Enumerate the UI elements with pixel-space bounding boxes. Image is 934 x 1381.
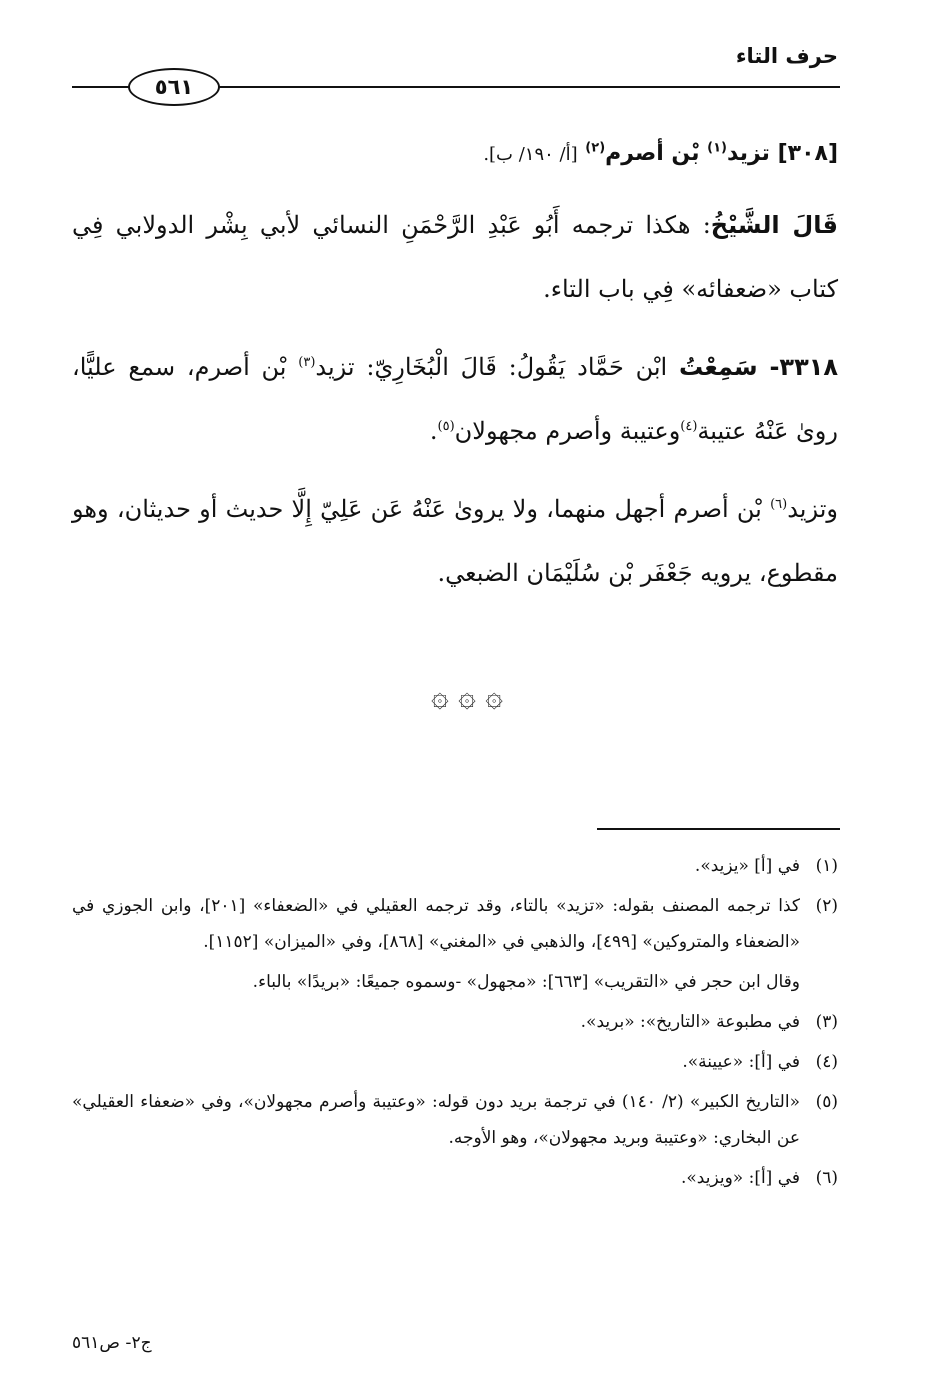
page-reference-footer: ج٢- ص٥٦١: [72, 1333, 152, 1353]
footnote: [72, 1044, 838, 1080]
footnote-marker[interactable]: (٥): [437, 419, 455, 434]
paragraph-1: [72, 193, 838, 321]
footnote-number: (٣): [815, 1012, 838, 1032]
footnote-marker[interactable]: (٤): [680, 419, 698, 434]
footnote: [72, 1084, 838, 1156]
footnote: [72, 888, 838, 1000]
footnote-rule: [597, 828, 840, 830]
main-text: [72, 130, 838, 605]
footnote-number: (٥): [815, 1092, 838, 1112]
footnote-marker[interactable]: (١): [707, 140, 727, 156]
footnote-text: «التاريخ الكبير» (٢/ ١٤٠) في ترجمة بريد دون قوله: «وعتيبة وأصرم مجهولان»، وفي «ضعفاء العقيلي» عن البخاري: «وعتيبة وبريد مجهولان»، وهو الأوجه.: [72, 1092, 800, 1148]
page-number-badge: [128, 68, 220, 106]
footnote: [72, 848, 838, 884]
paragraph-3: [72, 477, 838, 605]
footnote-text: في مطبوعة «التاريخ»: «بريد».: [580, 1012, 800, 1032]
page-number: ٥٦١: [154, 75, 194, 99]
manuscript-ref: [أ/ ١٩٠/ ب].: [483, 144, 578, 165]
paragraph-text: بْن أصرم أجهل منهما، ولا يروىٰ عَنْهُ عَن عَلِيّ إِلَّا حديث أو حديثان، وهو مقطوع، يرويه جَعْفَر بْن سُلَيْمَان الضبعي.: [72, 495, 838, 587]
paragraph-text: : هكذا ترجمه أَبُو عَبْدِ الرَّحْمَنِ النسائي لأبي بِشْر الدولابي فِي كتاب «ضعفائه» فِي باب التاء.: [72, 211, 838, 303]
footnote: [72, 1004, 838, 1040]
section-ornament: ۞ ۞ ۞: [431, 679, 503, 714]
entry-number: [٣٠٨]: [777, 141, 838, 166]
paragraph-lead: سَمِعْتُ: [679, 353, 758, 381]
footnote-marker[interactable]: (٦): [770, 497, 788, 512]
running-head: حرف التاء: [735, 44, 838, 68]
footnote-text: كذا ترجمه المصنف بقوله: «تزيد» بالتاء، وقد ترجمه العقيلي في «الضعفاء» [٢٠١]، وابن الجوزي في «الضعفاء والمتروكين» [٤٩٩]، والذهبي في «المغني» [٨٦٨]، وفي «الميزان» [١١٥٢].: [72, 896, 800, 952]
footnote-text: في [أ] «يزيد».: [694, 856, 800, 876]
footnote-text: في [أ]: «ويزيد».: [681, 1168, 800, 1188]
footnote-body: [72, 888, 800, 1000]
narration-number: ٣٣١٨-: [769, 353, 839, 381]
footnote-number: (١): [815, 856, 838, 876]
paragraph-text: وعتيبة وأصرم مجهولان: [454, 417, 681, 445]
footnote-number: (٦): [815, 1168, 838, 1188]
paragraph-text: وتزيد: [787, 495, 838, 523]
footnotes: [72, 848, 838, 1200]
paragraph-text: ابْن حَمَّاد يَقُولُ: قَالَ الْبُخَارِيّ: تزيد: [315, 353, 668, 381]
footnote: [72, 1160, 838, 1196]
entry-heading: [72, 130, 838, 179]
footnote-text: في [أ]: «عيينة».: [682, 1052, 800, 1072]
footnote-number: (٢): [815, 896, 838, 916]
paragraph-lead: قَالَ الشَّيْخُ: [710, 211, 838, 239]
footnote-number: (٤): [815, 1052, 838, 1072]
footnote-marker[interactable]: (٣): [298, 355, 316, 370]
footnote-text: وقال ابن حجر في «التقريب» [٦٦٣]: «مجهول» -وسموه جميعًا: «بريدًا» بالباء.: [252, 972, 800, 992]
entry-name-2: بْن أصرم: [605, 141, 700, 166]
entry-name-1: تزيد: [726, 141, 770, 166]
paragraph-2: [72, 335, 838, 463]
paragraph-text: .: [429, 417, 438, 445]
paragraph-text: بْن أصرم، سمع عليًّا، روىٰ عَنْهُ عتيبة: [72, 353, 838, 445]
footnote-marker[interactable]: (٢): [585, 140, 606, 156]
